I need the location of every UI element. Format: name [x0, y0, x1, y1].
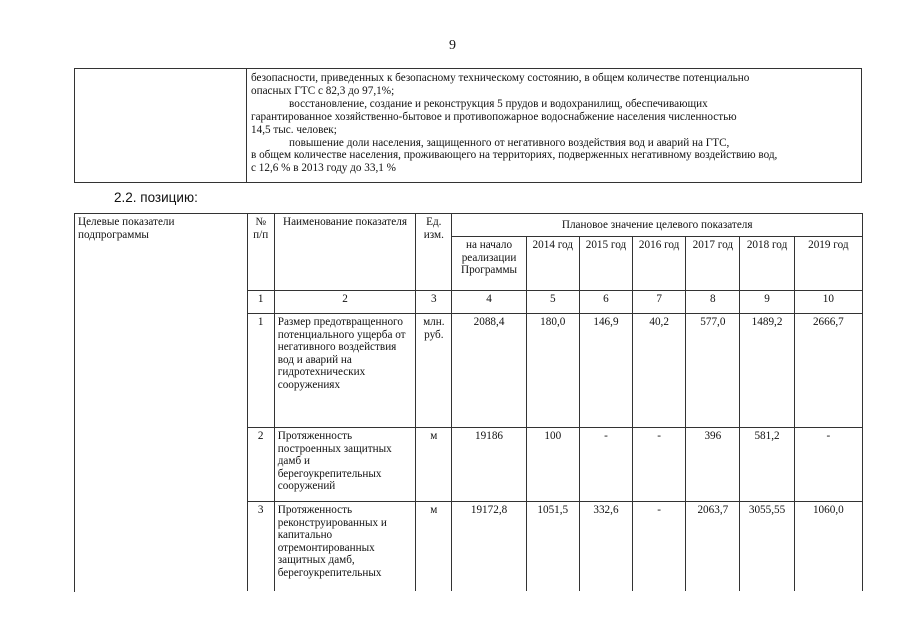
value-cell: 100 — [526, 428, 579, 502]
value-cell: - — [794, 428, 862, 502]
continuation-line: безопасности, приведенных к безопасному техническому состоянию, в общем количестве потенциально — [251, 72, 750, 84]
row-number: 3 — [247, 502, 274, 592]
continuation-line: гарантированное хозяйственно-бытовое и противопожарное водоснабжение населения численностью — [251, 110, 737, 123]
continuation-line: в общем количестве населения, проживающего на территориях, подверженных негативному воздействию вод, — [251, 149, 778, 162]
continuation-line: опасных ГТС с 82,3 до 97,1%; — [251, 84, 395, 97]
value-cell: - — [633, 502, 686, 592]
year-header: 2018 год — [740, 237, 794, 291]
value-cell: 3055,55 — [740, 502, 794, 592]
value-cell: - — [579, 428, 632, 502]
value-cell: 577,0 — [686, 314, 740, 428]
year-header: на начало реализации Программы — [452, 237, 526, 291]
year-header: 2016 год — [633, 237, 686, 291]
column-number: 9 — [740, 291, 794, 314]
column-number: 7 — [633, 291, 686, 314]
indicator-name: Протяженность реконструированных и капитально отремонтированных защитных дамб, берегоукрепительных — [274, 502, 416, 592]
column-number: 2 — [274, 291, 416, 314]
indicator-name: Протяженность построенных защитных дамб и берегоукрепительных сооружений — [274, 428, 416, 502]
value-cell: 40,2 — [633, 314, 686, 428]
value-cell: 2666,7 — [794, 314, 862, 428]
year-header: 2015 год — [579, 237, 632, 291]
value-cell: 396 — [686, 428, 740, 502]
year-header: 2019 год — [794, 237, 862, 291]
col-unit-header: Ед. изм. — [416, 214, 452, 291]
row-header-cell: Целевые показатели подпрограммы — [75, 214, 248, 592]
value-cell: 581,2 — [740, 428, 794, 502]
year-header: 2017 год — [686, 237, 740, 291]
value-cell: 1051,5 — [526, 502, 579, 592]
continuation-line: повышение доли населения, защищенного от негативного воздействия вод и аварий на ГТС, — [289, 136, 730, 149]
column-number: 10 — [794, 291, 862, 314]
year-header: 2014 год — [526, 237, 579, 291]
column-number: 8 — [686, 291, 740, 314]
value-cell: - — [633, 428, 686, 502]
continuation-line: с 12,6 % в 2013 году до 33,1 % — [251, 162, 396, 175]
table-left-border — [74, 586, 75, 592]
col-num-header: № п/п — [247, 214, 274, 291]
column-number: 1 — [247, 291, 274, 314]
col-name-header: Наименование показателя — [274, 214, 416, 291]
column-number: 6 — [579, 291, 632, 314]
row-number: 1 — [247, 314, 274, 428]
value-cell: 180,0 — [526, 314, 579, 428]
value-cell: 19186 — [452, 428, 526, 502]
value-cell: 146,9 — [579, 314, 632, 428]
value-cell: 2088,4 — [452, 314, 526, 428]
row-number: 2 — [247, 428, 274, 502]
unit: м — [416, 428, 452, 502]
planned-value-header: Плановое значение целевого показателя — [452, 214, 863, 237]
value-cell: 19172,8 — [452, 502, 526, 592]
value-cell: 1060,0 — [794, 502, 862, 592]
value-cell: 1489,2 — [740, 314, 794, 428]
continuation-line: 14,5 тыс. человек; — [251, 123, 337, 136]
column-number: 5 — [526, 291, 579, 314]
page-number: 9 — [449, 38, 456, 53]
target-indicators-table — [74, 213, 863, 591]
value-cell: 2063,7 — [686, 502, 740, 592]
section-label: 2.2. позицию: — [114, 190, 198, 205]
indicator-name: Размер предотвращенного потенциального ущерба от негативного воздействия вод и аварий на гидротехнических сооружениях — [274, 314, 416, 428]
column-number: 3 — [416, 291, 452, 314]
unit: м — [416, 502, 452, 592]
column-number: 4 — [452, 291, 526, 314]
unit: млн. руб. — [416, 314, 452, 428]
continuation-line: восстановление, создание и реконструкция 5 прудов и водохранилищ, обеспечивающих — [289, 97, 708, 110]
value-cell: 332,6 — [579, 502, 632, 592]
